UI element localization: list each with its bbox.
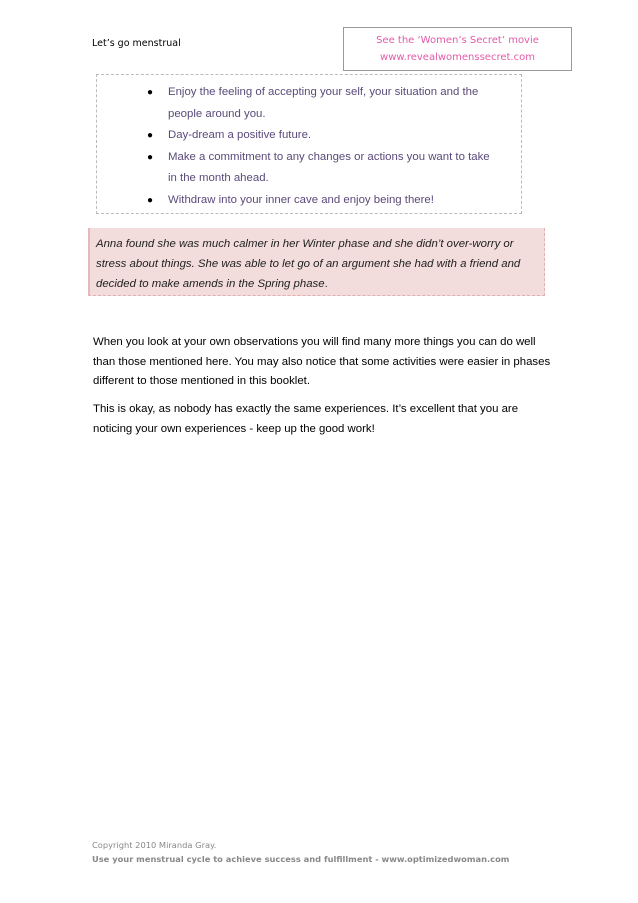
page-footer [92, 838, 509, 866]
tip-text: Day-dream a positive future. [168, 129, 312, 141]
tip-text: Make a commitment to any changes or actions you want to take in the month ahead. [168, 150, 490, 184]
tips-box [96, 74, 522, 214]
bullet-icon: ● [147, 151, 154, 163]
tip-text: Withdraw into your inner cave and enjoy being there! [168, 193, 434, 206]
encouragement-paragraph: This is okay, as nobody has exactly the same experiences. It’s excellent that you are noticing your own experiences - keep up the good work! [93, 403, 519, 435]
running-header: Let’s go menstrual [92, 38, 181, 49]
list-item [97, 190, 521, 212]
example-end: . [324, 278, 328, 290]
example-callout [88, 228, 545, 296]
promo-link[interactable]: www.revealwomenssecret.com [380, 52, 535, 63]
observations-paragraph: When you look at your own observations you will find many more things you can do well than those mentioned here. You may also notice that some activities were easier in phases different to those mentioned in this booklet. [93, 336, 551, 387]
movie-promo-box [343, 27, 572, 71]
tip-text: Enjoy the feeling of accepting your self, your situation and the people around you. [168, 86, 479, 120]
bullet-icon: ● [147, 130, 154, 141]
list-item [97, 125, 521, 147]
copyright-text: Copyright 2010 Miranda Gray. [92, 840, 217, 850]
bullet-icon: ● [147, 87, 154, 98]
list-item [97, 147, 521, 190]
footer-tagline: Use your menstrual cycle to achieve success and fulfillment - www.optimizedwoman.com [92, 854, 510, 864]
example-text: Anna found she was much calmer in her Winter phase and she didn’t over-worry or stress about things. She was able to let go of an argument she had with a friend and decided to make amends in the Spring phase [96, 238, 521, 290]
promo-title: See the ‘Women’s Secret’ movie [376, 35, 539, 46]
bullet-icon: ● [147, 194, 154, 206]
list-item [97, 82, 521, 125]
tips-list [97, 82, 521, 211]
